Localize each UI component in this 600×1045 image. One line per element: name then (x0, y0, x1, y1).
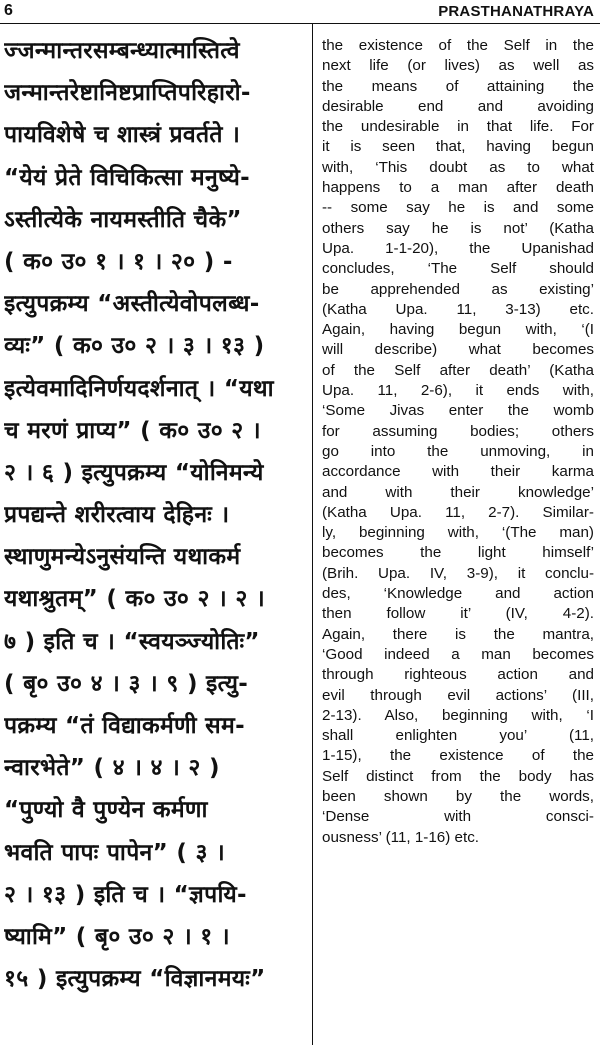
sanskrit-text-line: ( क० उ० १ । १ । २० ) - (4, 248, 233, 275)
english-text-line: concludes, ‘The Self should (322, 260, 594, 278)
english-text-line: 2-13). Also, beginning with, ‘I (322, 706, 594, 724)
english-text-line: will describe) what becomes (322, 341, 594, 359)
sanskrit-text-line: १५ ) इत्युपक्रम्य “विज्ञानमयः” (4, 966, 266, 993)
sanskrit-text-line: व्यः” ( क० उ० २ । ३ । १३ ) (4, 333, 265, 360)
english-text-line: ‘Some Jivas enter the womb (322, 402, 594, 420)
english-text-line: 1-15), the existence of the (322, 747, 594, 765)
header-rule (0, 23, 600, 24)
sanskrit-text-line: पक्रम्य “तं विद्याकर्मणी सम- (4, 713, 245, 739)
english-text-line: and with their knowledge’ (322, 483, 594, 501)
page-header (0, 0, 600, 26)
sanskrit-text-line: यथाश्रुतम्” ( क० उ० २ । २ । (4, 586, 265, 613)
sanskrit-text-line: ष्यामि” ( बृ० उ० २ । १ । (4, 923, 230, 950)
english-text-line: happens to a man after death (322, 179, 594, 197)
sanskrit-text-line: २ । ६ ) इत्युपक्रम्य “योनिमन्ये (4, 459, 264, 486)
english-translation-column (322, 36, 594, 848)
sanskrit-text-line: इत्युपक्रम्य “अस्तीत्येवोपलब्ध- (4, 291, 260, 318)
column-divider (312, 24, 313, 1045)
english-text-line: shall enlighten you’ (11, (322, 727, 594, 745)
english-text-line: be apprehended as existing’ (322, 280, 594, 298)
english-text-line: ‘Dense with consci- (322, 808, 594, 826)
english-text-line: ly, beginning with, ‘(The man) (322, 524, 594, 542)
english-text-line: accordance with their karma (322, 463, 594, 481)
sanskrit-text-line: “येयं प्रेते विचिकित्सा मनुष्ये- (4, 164, 250, 191)
page-number: 6 (4, 2, 13, 19)
english-text-line: desirable end and avoiding (322, 97, 594, 115)
english-text-line: evil through evil actions’ (III, (322, 686, 594, 704)
english-text-line: ‘Good indeed a man becomes (322, 645, 594, 663)
running-title: PRASTHANATHRAYA (438, 3, 594, 20)
english-text-line: then follow it’ (IV, 4-2). (322, 605, 594, 623)
sanskrit-text-line: ज्जन्मान्तरसम्बन्ध्यात्मास्तित्वे (4, 38, 240, 64)
sanskrit-text-line: भवति पापः पापेन” ( ३ । (4, 839, 226, 866)
sanskrit-text-line: स्थाणुमन्येऽनुसंयन्ति यथाकर्म (4, 544, 241, 571)
english-text-line: Self distinct from the body has (322, 767, 594, 785)
sanskrit-text-line: जन्मान्तरेष्टानिष्टप्राप्तिपरिहारो- (4, 80, 251, 107)
english-text-line: -- some say he is and some (322, 199, 594, 217)
sanskrit-column (4, 30, 304, 1000)
english-text-line: for assuming bodies; others (322, 422, 594, 440)
sanskrit-text-line: ऽस्तीत्येके नायमस्तीति चैके” (4, 206, 242, 233)
sanskrit-text-line: २ । १३ ) इति च । “ज्ञपयि- (4, 881, 247, 908)
sanskrit-text-line: च मरणं प्राप्य” ( क० उ० २ । (4, 417, 261, 444)
english-text-line: others say he is not’ (Katha (322, 219, 594, 237)
english-text-line: next life (or lives) as well as (322, 57, 594, 75)
sanskrit-text-line: प्रपद्यन्ते शरीरत्वाय देहिनः । (4, 502, 230, 529)
sanskrit-text-line: ७ ) इति च । “स्वयञ्ज्योतिः” (4, 628, 260, 655)
english-text-line: (Brih. Upa. IV, 3-9), it conclu- (322, 564, 594, 582)
english-text-line: with, ‘This doubt as to what (322, 158, 594, 176)
sanskrit-text-line: इत्येवमादिनिर्णयदर्शनात् । “यथा (4, 375, 274, 402)
english-text-line: Again, having begun with, ‘(I (322, 321, 594, 339)
english-text-line: Upa. 11, 2-6), it ends with, (322, 382, 594, 400)
sanskrit-text-line: पायविशेषे च शास्त्रं प्रवर्तते । (4, 122, 241, 149)
english-text-line: becomes the light himself’ (322, 544, 594, 562)
english-text-line: Upa. 1-1-20), the Upanishad (322, 239, 594, 257)
english-text-line: (Katha Upa. 11, 3-13) etc. (322, 300, 594, 318)
sanskrit-text-line: ( बृ० उ० ४ । ३ । ९ ) इत्यु- (4, 670, 249, 697)
sanskrit-text-line: न्वारभेते” ( ४ । ४ । २ ) (4, 755, 220, 782)
english-text-line: the undesirable in that life. For (322, 118, 594, 136)
english-text-line: go into the unmoving, in (322, 442, 594, 460)
sanskrit-text-line: “पुण्यो वै पुण्येन कर्मणा (4, 797, 208, 824)
english-text-line: (Katha Upa. 11, 2-7). Similar- (322, 503, 594, 521)
english-text-line: des, ‘Knowledge and action (322, 585, 594, 603)
english-text-line: the existence of the Self in the (322, 37, 594, 54)
english-text-line: through righteous action and (322, 666, 594, 684)
english-text-line: Again, there is the mantra, (322, 625, 594, 643)
english-text-line: it is seen that, having begun (322, 138, 594, 156)
english-text-line: ousness’ (11, 1-16) etc. (322, 828, 480, 846)
english-text-line: been shown by the words, (322, 787, 594, 805)
english-text-line: of the Self after death’ (Katha (322, 361, 594, 379)
english-text-line: the means of attaining the (322, 77, 594, 95)
